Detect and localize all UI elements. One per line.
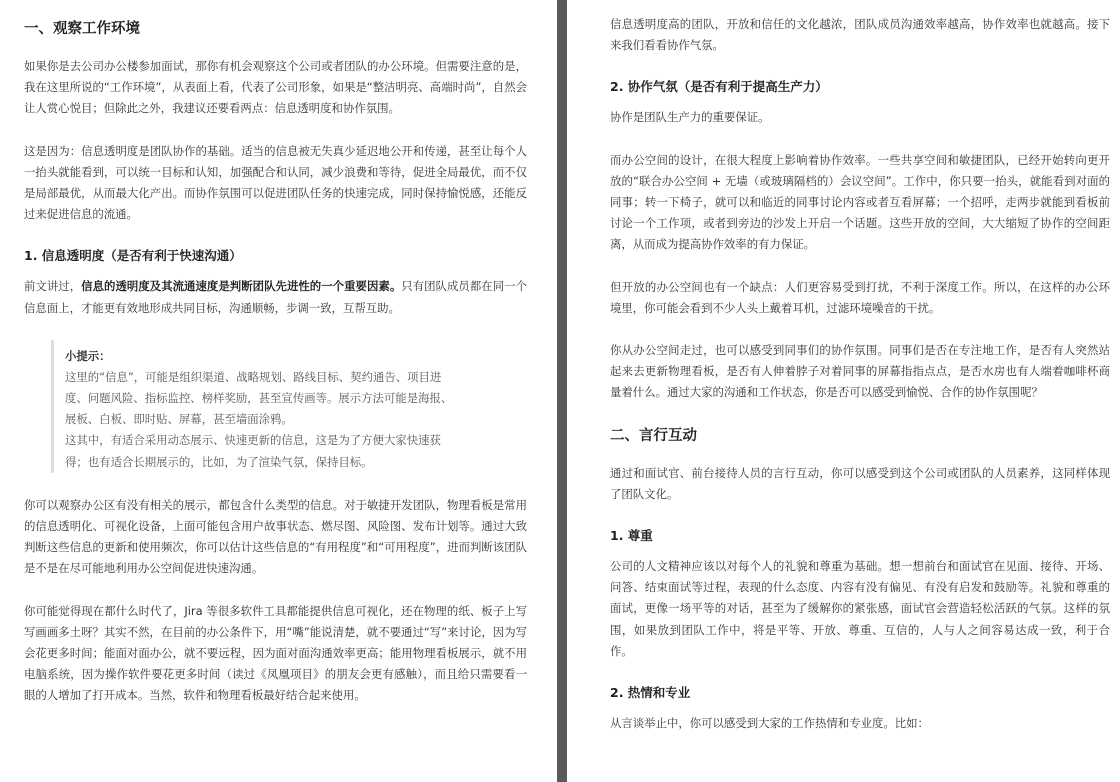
subheading-info-transparency: 1. 信息透明度（是否有利于快速沟通） [24,248,242,264]
paragraph: 你可能觉得现在都什么时代了，Jira 等很多软件工具都能提供信息可视化，还在物理的纸、板子上写写画画多土呀？其实不然，在目前的办公条件下，用“嘴”能说清楚，就不要通过“写”来讨论，因为写会花更多时间；能面对面办公，就不要远程，因为面对面沟通效率更高；能用物理看板展示，就不用电脑系统，因为操作软件要花更多时间（读过《凤凰项目》的朋友会更有感触），而且给只需要看一眼的人增加了打开成本。当然，软件和物理看板最好结合起来使用。 [24,603,527,703]
paragraph: 协作是团队生产力的重要保证。 [610,110,770,125]
subheading-passion-professional: 2. 热情和专业 [610,685,691,701]
tip-paragraph: 这里的“信息”，可能是组织渠道、战略规划、路线目标、契约通告、项目进度、问题风险、指标监控、榜样奖励，甚至宣传画等。展示方法可能是海报、展板、白板、即时贴、屏幕，甚至墙面涂鸦。 [65,369,453,427]
paragraph-text: 前文讲过， [24,279,82,294]
paragraph-with-emphasis [24,276,527,318]
subheading-respect: 1. 尊重 [610,528,653,544]
document-page-left [0,0,557,782]
paragraph: 通过和面试官、前台接待人员的言行互动，你可以感受到这个公司或团队的人员素养，这同样体现了团队文化。 [610,465,1110,501]
paragraph: 信息透明度高的团队，开放和信任的文化越浓，团队成员沟通效率越高，协作效率也就越高。接下来我们看看协作气氛。 [610,17,1110,53]
paragraph: 但开放的办公空间也有一个缺点：人们更容易受到打扰，不利于深度工作。所以，在这样的办公环境里，你可能会看到不少人头上戴着耳机，过滤环境噪音的干扰。 [610,279,1110,315]
paragraph: 你可以观察办公区有没有相关的展示，都包含什么类型的信息。对于敏捷开发团队，物理看板是常用的信息透明化、可视化设备，上面可能包含用户故事状态、燃尽图、风险图、发布计划等。通过大致判断这些信息的更新和使用频次，你可以估计这些信息的“有用程度”和“可用程度”，进而判断该团队是不是在尽可能地利用办公空间促进快速沟通。 [24,497,527,576]
paragraph: 你从办公空间走过，也可以感受到同事们的协作氛围。同事们是否在专注地工作，是否有人突然站起来去更新物理看板，是否有人伸着脖子对着同事的屏幕指指点点，是否水房也有人端着咖啡杯商量着什么。通过大家的沟通和工作状态，你是否可以感受到愉悦、合作的协作氛围呢？ [610,343,1110,400]
tip-blockquote [51,340,463,473]
paragraph: 而办公空间的设计，在很大程度上影响着协作效率。一些共享空间和敏捷团队，已经开始转向更开放的“联合办公空间 + 无墙（或玻璃隔档的）会议空间”。工作中，你只要一抬头，就能看到对面的同事；转一下椅子，就可以和临近的同事讨论内容或者互看屏幕；一个招呼，走两步就能到看板前讨论一个工作项，或者到旁边的沙发上开启一个话题。这些开放的空间，大大缩短了协作的空间距离，从而成为提高协作效率的有力保证。 [610,152,1110,252]
paragraph: 如果你是去公司办公楼参加面试，那你有机会观察这个公司或者团队的办公环境。但需要注意的是，我在这里所说的“工作环境”，从表面上看，代表了公司形象，如果是“整洁明亮、高端时尚”，自然会让人赏心悦目；但除此之外，我建议还要看两点：信息透明度和协作氛围。 [24,59,527,116]
section-title-observe-environment: 一、观察工作环境 [24,21,140,37]
paragraph-text: 只有团队成员都在同一个信息面上，才能更有效地形成共同目标，沟通顺畅，步调一致，互帮互助。 [24,279,527,315]
bold-emphasis: 信息的透明度及其流通速度是判断团队先进性的一个重要因素。 [81,279,402,294]
paragraph: 从言谈举止中，你可以感受到大家的工作热情和专业度。比如： [610,716,929,731]
document-page-right [567,0,1120,782]
paragraph: 这是因为：信息透明度是团队协作的基础。适当的信息被无失真少延迟地公开和传递，甚至让每个人一抬头就能看到，可以统一目标和认知，加强配合和认同，减少浪费和等待，促进全局最优，而不仅是局部最优，从而最大化产出。而协作氛围可以促进团队任务的快速完成，同时保持愉悦感，还能反过来促进信息的流通。 [24,143,527,222]
section-title-interaction: 二、言行互动 [610,427,697,444]
tip-title: 小提示： [65,348,111,363]
paragraph: 公司的人文精神应该以对每个人的礼貌和尊重为基础。想一想前台和面试官在见面、接待、开场、问答、结束面试等过程，表现的什么态度、内容有没有偏见、有没有启发和鼓励等。礼貌和尊重的面试，更像一场平等的对话，甚至为了缓解你的紧张感，面试官会营造轻松活跃的气氛。这样的氛围，如果放到团队工作中，将是平等、开放、尊重、互信的，人与人之间容易达成一致，利于合作。 [610,559,1110,658]
page-gutter [557,0,567,782]
tip-paragraph: 这其中，有适合采用动态展示、快速更新的信息，这是为了方便大家快速获得；也有适合长期展示的，比如，为了渲染气氛，保持目标。 [65,433,441,469]
subheading-collaboration-atmosphere: 2. 协作气氛（是否有利于提高生产力） [610,79,828,95]
